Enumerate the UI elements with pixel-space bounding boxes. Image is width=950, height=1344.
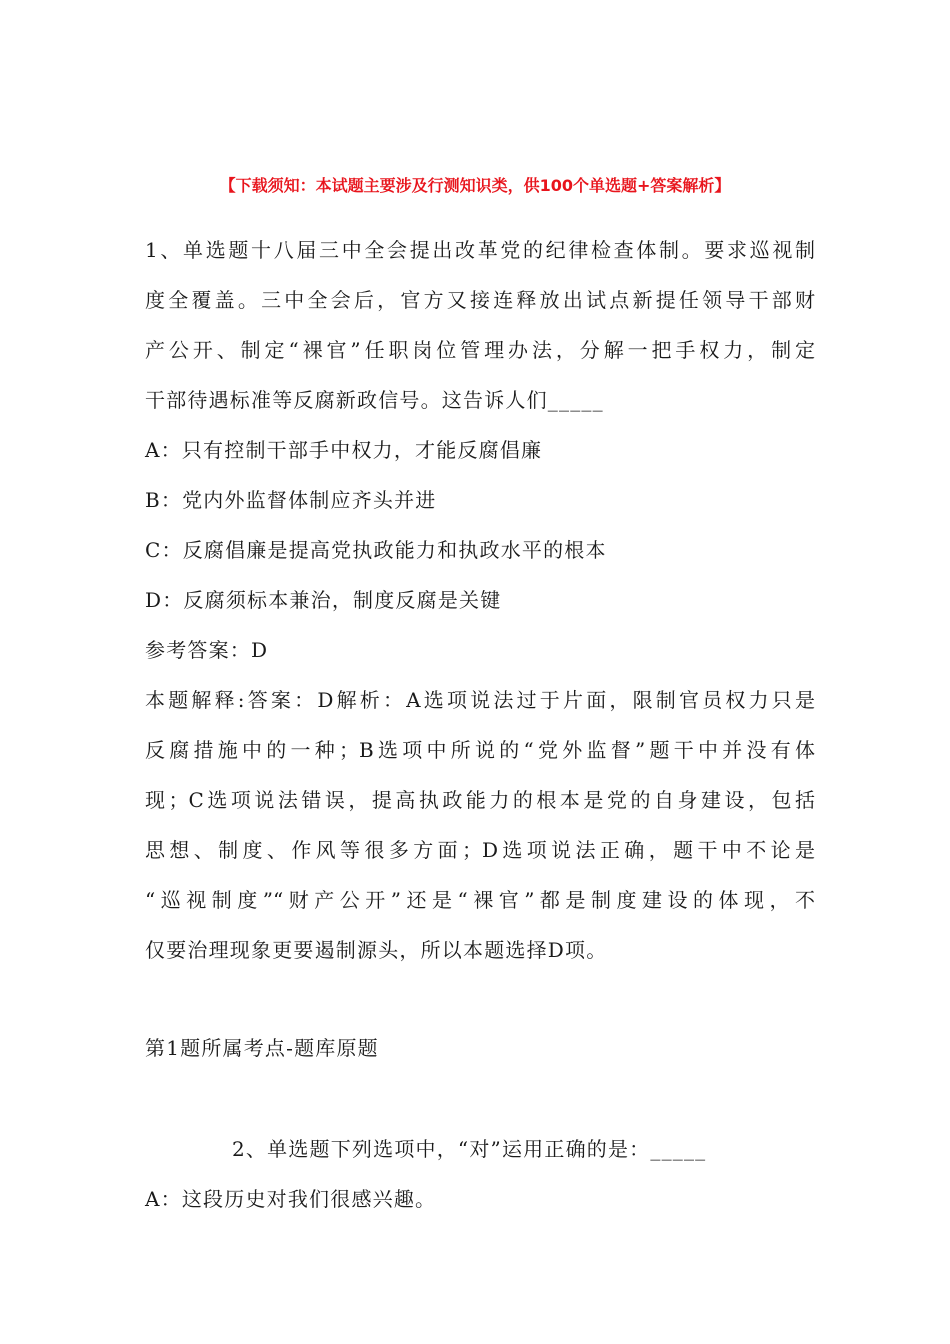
q1-stem-line-4: 干部待遇标准等反腐新政信号。这告诉人们_____ — [145, 388, 604, 412]
q1-answer: 参考答案：D — [145, 638, 269, 662]
q1-explanation-line-1: 本题解释:答案：D解析：A选项说法过于片面，限制官员权力只是 — [145, 688, 815, 712]
q1-stem-line-3: 产公开、制定“裸官”任职岗位管理办法，分解一把手权力，制定 — [145, 338, 815, 362]
q1-explanation-line-5: “巡视制度”“财产公开”还是“裸官”都是制度建设的体现，不 — [145, 888, 815, 912]
q1-option-c: C：反腐倡廉是提高党执政能力和执政水平的根本 — [145, 538, 607, 562]
q1-explanation-line-3: 现；C选项说法错误，提高执政能力的根本是党的自身建设，包括 — [145, 788, 815, 812]
q1-explanation-line-4: 思想、制度、作风等很多方面；D选项说法正确，题干中不论是 — [145, 838, 815, 862]
download-notice: 【下载须知：本试题主要涉及行测知识类，供100个单选题+答案解析】 — [219, 176, 731, 195]
q1-option-d: D：反腐须标本兼治，制度反腐是关键 — [145, 588, 502, 612]
q1-source: 第1题所属考点-题库原题 — [145, 1036, 379, 1060]
q1-stem-line-1: 1、单选题十八届三中全会提出改革党的纪律检查体制。要求巡视制 — [145, 238, 815, 262]
q1-option-b: B：党内外监督体制应齐头并进 — [145, 488, 437, 512]
q1-explanation-line-2: 反腐措施中的一种；B选项中所说的“党外监督”题干中并没有体 — [145, 738, 815, 762]
q1-explanation-line-6: 仅要治理现象更要遏制源头，所以本题选择D项。 — [145, 938, 608, 962]
q1-option-a: A：只有控制干部手中权力，才能反腐倡廉 — [145, 438, 543, 462]
q2-option-a: A：这段历史对我们很感兴趣。 — [145, 1187, 437, 1211]
q2-stem: 2、单选题下列选项中，“对”运用正确的是：_____ — [232, 1137, 707, 1161]
q1-stem-line-2: 度全覆盖。三中全会后，官方又接连释放出试点新提任领导干部财 — [145, 288, 815, 312]
